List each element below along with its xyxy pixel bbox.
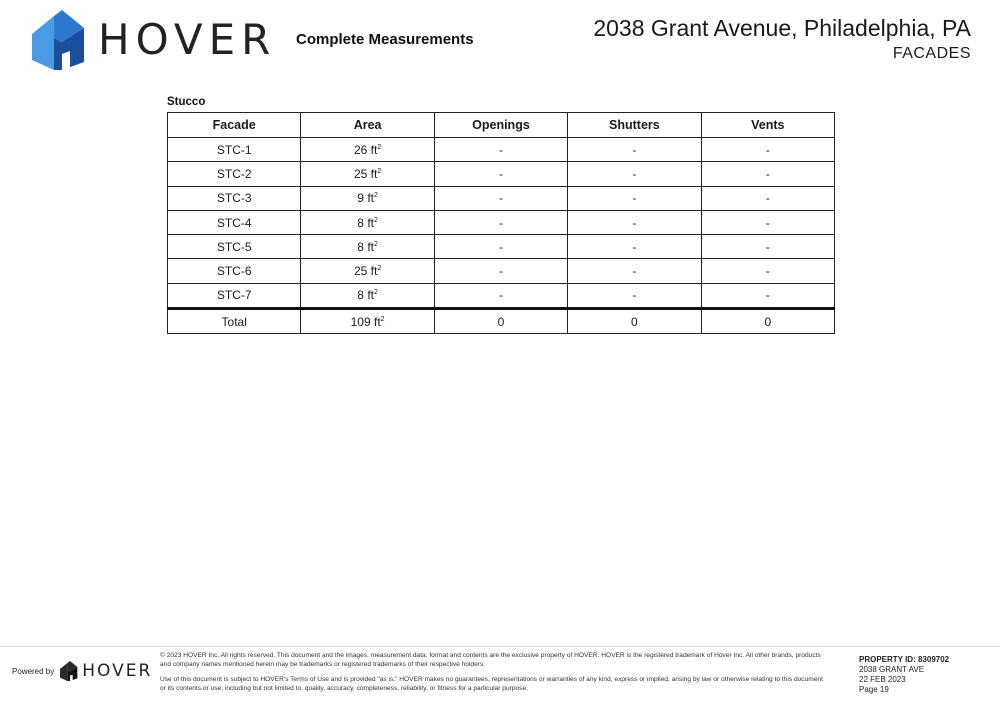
area-cell [301,259,434,283]
openings-cell: - [434,235,567,259]
vents-cell: - [701,283,834,308]
openings-cell: - [434,162,567,186]
page-header [0,0,1000,80]
facade-cell: STC-7 [168,283,301,308]
openings-cell: - [434,283,567,308]
total-vents-cell: 0 [701,309,834,334]
area-unit-exponent: 2 [377,265,382,273]
column-header-facade: Facade [168,113,301,138]
area-unit: ft [367,288,374,303]
page-footer [0,646,1000,708]
area-unit: ft [370,142,378,157]
table-row [168,283,835,308]
area-unit: ft [367,191,374,206]
vents-cell: - [701,162,834,186]
total-row [168,309,835,334]
material-label: Stucco [167,96,206,108]
area-cell [301,210,434,234]
terms-text: Use of this document is subject to HOVER's Terms of Use and is provided "as is." HOVER makes no guarantees, representations or warranties of any kind, express or implied, arising by law or otherwise relating to this document or its contents or use, including but not limited to, quality, accuracy, completeness, reliability, or fitness for a particular purpose. [160,676,823,692]
table-row [168,210,835,234]
table-body [168,138,835,334]
openings-cell: - [434,138,567,162]
property-info [859,655,949,695]
area-unit-exponent: 2 [373,216,378,224]
total-shutters-cell: 0 [568,309,701,334]
hover-house-small-icon [60,661,78,681]
area-unit: ft [367,239,374,254]
openings-cell: - [434,210,567,234]
area-value: 8 [357,239,364,254]
table-row [168,186,835,210]
column-header-shutters: Shutters [568,113,701,138]
area-unit-exponent: 2 [377,143,382,151]
shutters-cell: - [568,162,701,186]
measurements-table [167,112,835,334]
powered-by-wordmark: HOVER [82,661,153,681]
total-label-cell: Total [168,309,301,334]
area-value: 9 [357,191,364,206]
area-cell [301,138,434,162]
logo-wordmark: HOVER [98,15,277,64]
table-row [168,162,835,186]
document-title: Complete Measurements [296,31,474,48]
property-address: 2038 Grant Avenue, Philadelphia, PA [593,15,971,41]
area-cell [301,235,434,259]
area-cell [301,309,434,334]
openings-cell: - [434,186,567,210]
area-cell [301,186,434,210]
total-openings-cell: 0 [434,309,567,334]
area-unit-exponent: 2 [373,289,378,297]
facade-cell: STC-5 [168,235,301,259]
vents-cell: - [701,235,834,259]
area-cell [301,162,434,186]
area-unit-exponent: 2 [373,240,378,248]
area-value: 8 [357,215,364,230]
area-unit-exponent: 2 [373,192,378,200]
column-header-vents: Vents [701,113,834,138]
shutters-cell: - [568,210,701,234]
area-value: 26 [353,142,368,157]
powered-by [12,661,152,681]
table-row [168,259,835,283]
area-unit: ft [370,166,378,181]
area-unit-exponent: 2 [380,315,385,323]
hover-house-logo-icon [32,10,86,70]
hover-logo [32,10,276,70]
shutters-cell: - [568,138,701,162]
report-date: 22 FEB 2023 [859,675,906,684]
facade-cell: STC-6 [168,259,301,283]
table-row [168,138,835,162]
area-unit: ft [367,215,374,230]
powered-by-label: Powered by [12,666,55,676]
table-row [168,235,835,259]
shutters-cell: - [568,283,701,308]
area-value: 109 [350,314,371,329]
copyright-text: © 2023 HOVER Inc. All rights reserved. This document and the images, measurement data, format and contents are the exclusive property of HOVER. HOVER is the registered trademark of Hover Inc. All other brands, products and company names mentioned herein may be trademarks or registered trademarks of their respective holders. [160,652,821,668]
table-header-row [168,113,835,138]
column-header-openings: Openings [434,113,567,138]
legal-notice [160,652,830,700]
vents-cell: - [701,138,834,162]
shutters-cell: - [568,186,701,210]
area-unit: ft [373,314,381,329]
area-unit-exponent: 2 [377,167,382,175]
facade-cell: STC-1 [168,138,301,162]
area-value: 8 [357,288,364,303]
area-unit: ft [370,264,378,279]
shutters-cell: - [568,235,701,259]
property-id: PROPERTY ID: 8309702 [859,655,950,664]
vents-cell: - [701,210,834,234]
page-number: Page 19 [859,685,889,694]
facade-cell: STC-2 [168,162,301,186]
column-header-area: Area [301,113,434,138]
facade-cell: STC-3 [168,186,301,210]
facade-cell: STC-4 [168,210,301,234]
area-cell [301,283,434,308]
shutters-cell: - [568,259,701,283]
section-title: FACADES [892,45,971,62]
openings-cell: - [434,259,567,283]
property-street: 2038 GRANT AVE [859,665,925,674]
vents-cell: - [701,186,834,210]
area-value: 25 [353,166,368,181]
area-value: 25 [353,264,368,279]
vents-cell: - [701,259,834,283]
